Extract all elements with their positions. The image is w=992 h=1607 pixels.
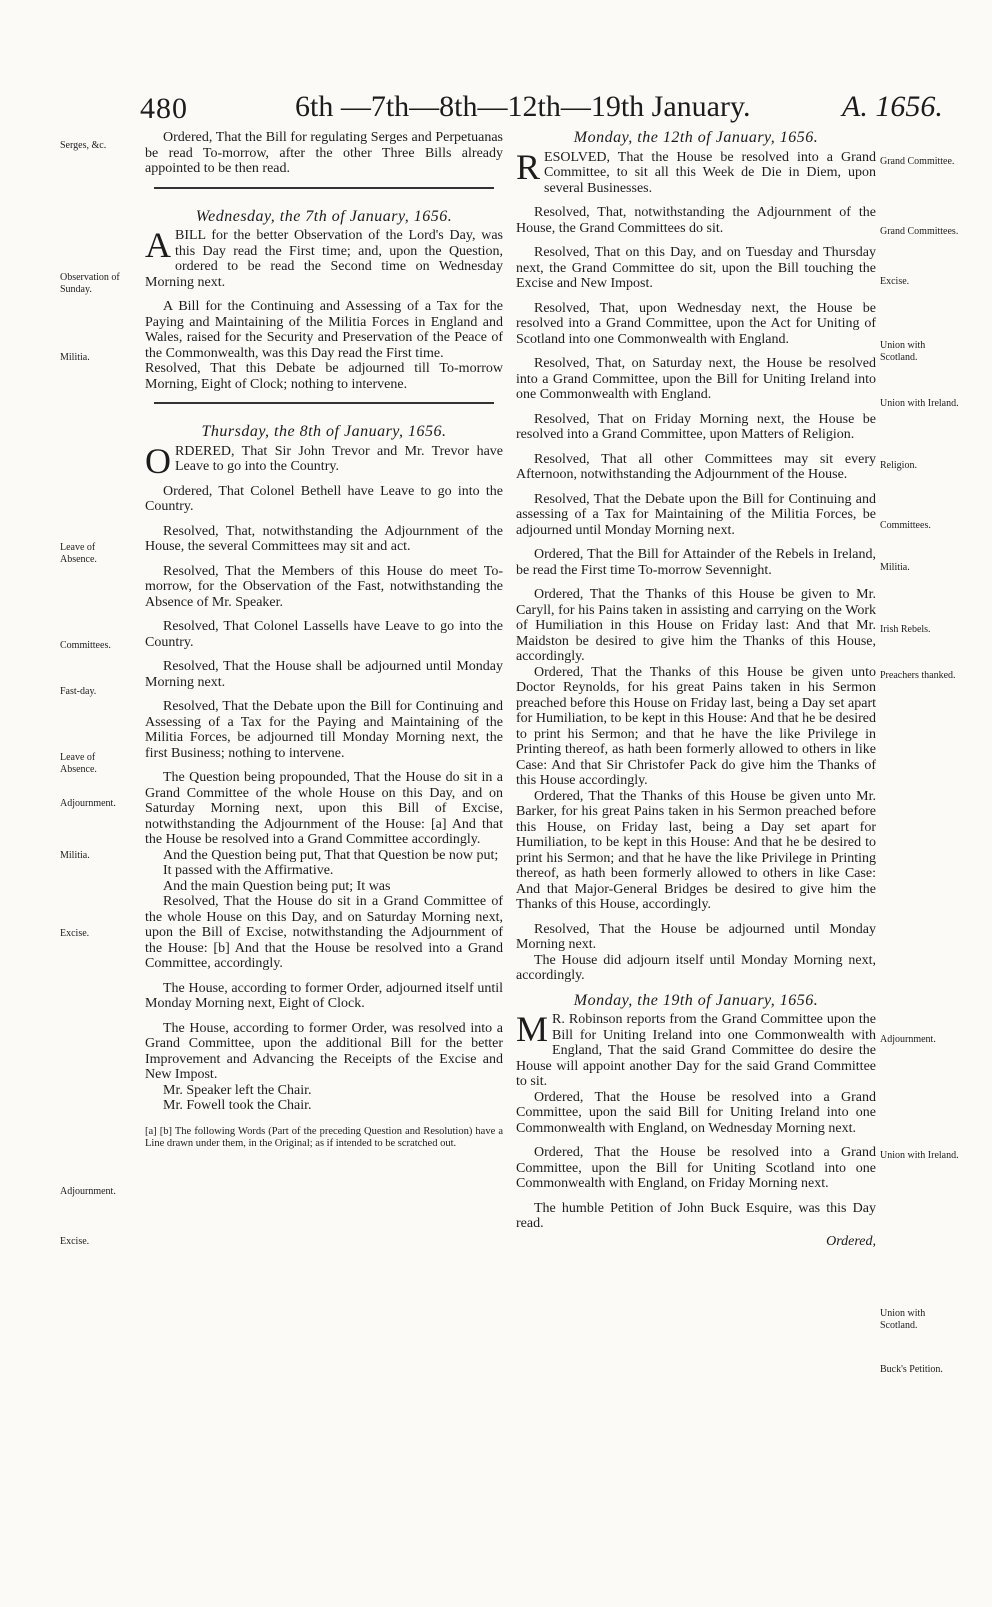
entry-excise: And the main Question being put; It was [163, 878, 391, 894]
entry-excise: Resolved, That on this Day, and on Tuesday and Thursday next, the Grand Committee do sit, upon the Bill touching the Excise and New Impost. [516, 245, 876, 291]
margin-note: Grand Committees. [880, 226, 959, 237]
page-number: 480 [140, 92, 188, 125]
entry-fowell: Mr. Fowell took the Chair. [163, 1098, 312, 1113]
margin-note: Union with Ireland. [880, 1150, 959, 1161]
footnote: [a] [b] The following Words (Part of the preceding Question and Resolution) have a Line drawn under them, in the Original; as if intended to be scratched out. [145, 1125, 503, 1149]
entry-committees: Resolved, That all other Committees may sit every Afternoon, notwithstanding the Adjournment of the House. [516, 451, 876, 482]
margin-note: Adjournment. [880, 1034, 936, 1045]
margin-note: Preachers thanked. [880, 670, 956, 681]
entry-lassells: Resolved, That Colonel Lassells have Leave to go into the Country. [145, 619, 503, 650]
margin-note: Militia. [880, 562, 910, 573]
header-year: A. 1656. [842, 90, 943, 123]
margin-note: Irish Rebels. [880, 624, 931, 635]
entry-grand-committees: Resolved, That, notwithstanding the Adjournment of the House, the Grand Committees do sit. [516, 205, 876, 236]
margin-note: Religion. [880, 460, 917, 471]
entry-barker: Ordered, That the Thanks of this House be given unto Mr. Barker, for his great Pains taken in his Sermon preached before this House, on Friday last, being a Day set apart for Humiliation, to be kept in this House: And that he be desired to print his Sermon; and that he have the like Privilege in Printing thereof, as hath been formerly allowed to others in like Case: And that Major-General Bridges be desired to give him the Thanks of this House, accordingly. [516, 788, 876, 912]
entry-trevor: ORDERED, That Sir John Trevor and Mr. Trevor have Leave to go into the Country. [145, 440, 503, 481]
header-dates: 6th —7th—8th—12th—19th January. [295, 90, 751, 123]
section-rule [154, 187, 494, 189]
margin-note: Leave of Absence. [60, 542, 97, 565]
entry-adjourn: The House did adjourn itself until Monday Morning next, accordingly. [516, 952, 876, 983]
entry-committees: Resolved, That, notwithstanding the Adjournment of the House, the several Committees may sit and act. [145, 523, 503, 554]
entry-robinson: M R. Robinson reports from the Grand Committee upon the Bill for Uniting Ireland into one Commonwealth with England, That the said Grand Committee do desire the House will appoint another Day for the said Grand Committee to sit. [516, 1009, 876, 1089]
margin-note: Union with Scotland. [880, 1308, 926, 1331]
margin-note: Militia. [60, 850, 90, 861]
entry-fast: Resolved, That the Members of this House do meet To-morrow, for the Observation of the Fast, notwithstanding the Absence of Mr. Speaker. [145, 563, 503, 610]
drop-cap: M [516, 1009, 549, 1049]
entry-excise: And the Question being put, That that Question be now put; [163, 847, 499, 863]
entry-adjourn: Resolved, That the House be adjourned until Monday Morning next. [516, 921, 876, 952]
entry-irish-rebels: Ordered, That the Bill for Attainder of the Rebels in Ireland, be read the First time To-morrow Sevennight. [516, 547, 876, 578]
entry-speaker: Mr. Speaker left the Chair. [163, 1082, 312, 1098]
margin-note: Observation of Sunday. [60, 272, 120, 295]
day-heading: Wednesday, the 7th of January, 1656. [195, 207, 453, 225]
margin-note: Committees. [880, 520, 931, 531]
margin-note: Union with Ireland. [880, 398, 959, 409]
margin-note: Adjournment. [60, 1186, 116, 1197]
entry-adjourn: Resolved, That the House shall be adjourned until Monday Morning next. [145, 659, 503, 690]
entry-serges: Ordered, That the Bill for regulating Serges and Perpetuanas be read To-morrow, after the other Three Bills already appointed to be then read. [145, 130, 503, 176]
entry-militia: Resolved, That the Debate upon the Bill for Continuing and assessing of a Tax for Maintaining of the Militia Forces, be adjourned until Monday Morning next. [516, 491, 876, 538]
entry-religion: Resolved, That on Friday Morning next, the House be resolved into a Grand Committee, upon Matters of Religion. [516, 411, 876, 442]
entry-caryll: Ordered, That the Thanks of this House be given to Mr. Caryll, for his Pains taken in assisting and carrying on the Work of Humiliation in this House on Friday last: And that Mr. Maidston be desired to give him the Thanks of this House, accordingly. [516, 587, 876, 664]
entry-scotland: Resolved, That, upon Wednesday next, the House be resolved into a Grand Committee, upon the Act for Uniting of Scotland into one Commonwealth with England. [516, 300, 876, 347]
entry-observation: ABILL for the better Observation of the Lord's Day, was this Day read the First time; and, upon the Question, ordered to be read the Second time on Wednesday Morning next. [145, 225, 503, 290]
margin-note: Leave of Absence. [60, 752, 97, 775]
margin-note: Fast-day. [60, 686, 97, 697]
entry-reynolds: Ordered, That the Thanks of this House be given unto Doctor Reynolds, for his great Pains taken in his Sermon preached before this House on Friday last, being a Day set apart for Humiliation, to be kept in this House: And that he be desired to print his Sermon; and that he have the like Privilege in Printing thereof, as hath been formerly allowed to others in like Case: And that Sir Christofer Pack do give him the Thanks of this House accordingly. [516, 664, 876, 788]
margin-note: Adjournment. [60, 798, 116, 809]
margin-note: Militia. [60, 352, 90, 363]
margin-note: Grand Committee. [880, 156, 955, 167]
entry-excise: The Question being propounded, That the House do sit in a Grand Committee of the whole House on this Day, and on Saturday Morning next, upon this Bill of Excise, notwithstanding the Adjournment of the House: [a] And that the House be resolved into a Grand Committee accordingly. [145, 770, 503, 847]
margin-note: Buck's Petition. [880, 1364, 943, 1375]
drop-cap: R [516, 146, 541, 187]
margin-note: Excise. [60, 1236, 90, 1247]
entry-buck-petition: The humble Petition of John Buck Esquire, was this Day read. [516, 1200, 876, 1231]
drop-cap: A [145, 225, 171, 265]
entry-bethell: Ordered, That Colonel Bethell have Leave to go into the Country. [145, 483, 503, 514]
section-rule [154, 402, 494, 404]
entry-scotland: Ordered, That the House be resolved into a Grand Committee, upon the Bill for Uniting Scotland into one Commonwealth with England, on Friday Morning next. [516, 1145, 876, 1191]
right-column [516, 130, 876, 1249]
page-header [0, 88, 992, 132]
entry-excise: The House, according to former Order, was resolved into a Grand Committee, upon the additional Bill for the better Improvement and Advancing the Receipts of the Excise and New Impost. [145, 1020, 503, 1082]
entry-ireland: Resolved, That, on Saturday next, the House be resolved into a Grand Committee, upon the Bill for Uniting Ireland into one Commonwealth with England. [516, 356, 876, 402]
day-heading: Monday, the 19th of January, 1656. [573, 991, 819, 1009]
entry-militia: Resolved, That the Debate upon the Bill for Continuing and Assessing of a Tax for the Paying and Maintaining of the Militia Forces, be adjourned till Monday Morning next, the first Business; nothing to intervene. [145, 699, 503, 761]
entry-excise: It passed with the Affirmative. [163, 863, 334, 878]
entry-militia-bill: A Bill for the Continuing and Assessing of a Tax for the Paying and Maintaining of the Militia Forces in England and Wales, raised for the Security and Preservation of the Peace of the Commonwealth, was this Day read the First time. Resolved, That this Debate be adjourned till To-morrow Morning, Eight of Clock; nothing to intervene. [145, 299, 503, 392]
margin-note: Serges, &c. [60, 140, 107, 151]
entry-excise: Resolved, That the House do sit in a Grand Committee of the whole House on this Day, and on Saturday Morning next, upon the Bill of Excise, notwithstanding the Adjournment of the House: [b] And that the House be resolved into a Grand Committee, accordingly. [145, 894, 503, 971]
left-column [145, 130, 503, 1150]
margin-note: Union with Scotland. [880, 340, 926, 363]
drop-cap: O [145, 440, 171, 481]
day-heading: Thursday, the 8th of January, 1656. [201, 423, 447, 440]
entry-ireland: Ordered, That the House be resolved into a Grand Committee, upon the said Bill for Uniting Ireland into one Commonwealth with England, on Wednesday Morning next. [516, 1089, 876, 1136]
day-heading: Monday, the 12th of January, 1656. [573, 129, 819, 146]
margin-note: Excise. [60, 928, 90, 939]
entry-adjourn: The House, according to former Order, adjourned itself until Monday Morning next, Eight of Clock. [145, 980, 503, 1011]
margin-note: Excise. [880, 276, 910, 287]
catchword: Ordered, [826, 1233, 876, 1249]
margin-note: Committees. [60, 640, 111, 651]
entry-grand-committee: RESOLVED, That the House be resolved into a Grand Committee, to sit all this Week de Die in Diem, upon several Businesses. [516, 146, 876, 196]
